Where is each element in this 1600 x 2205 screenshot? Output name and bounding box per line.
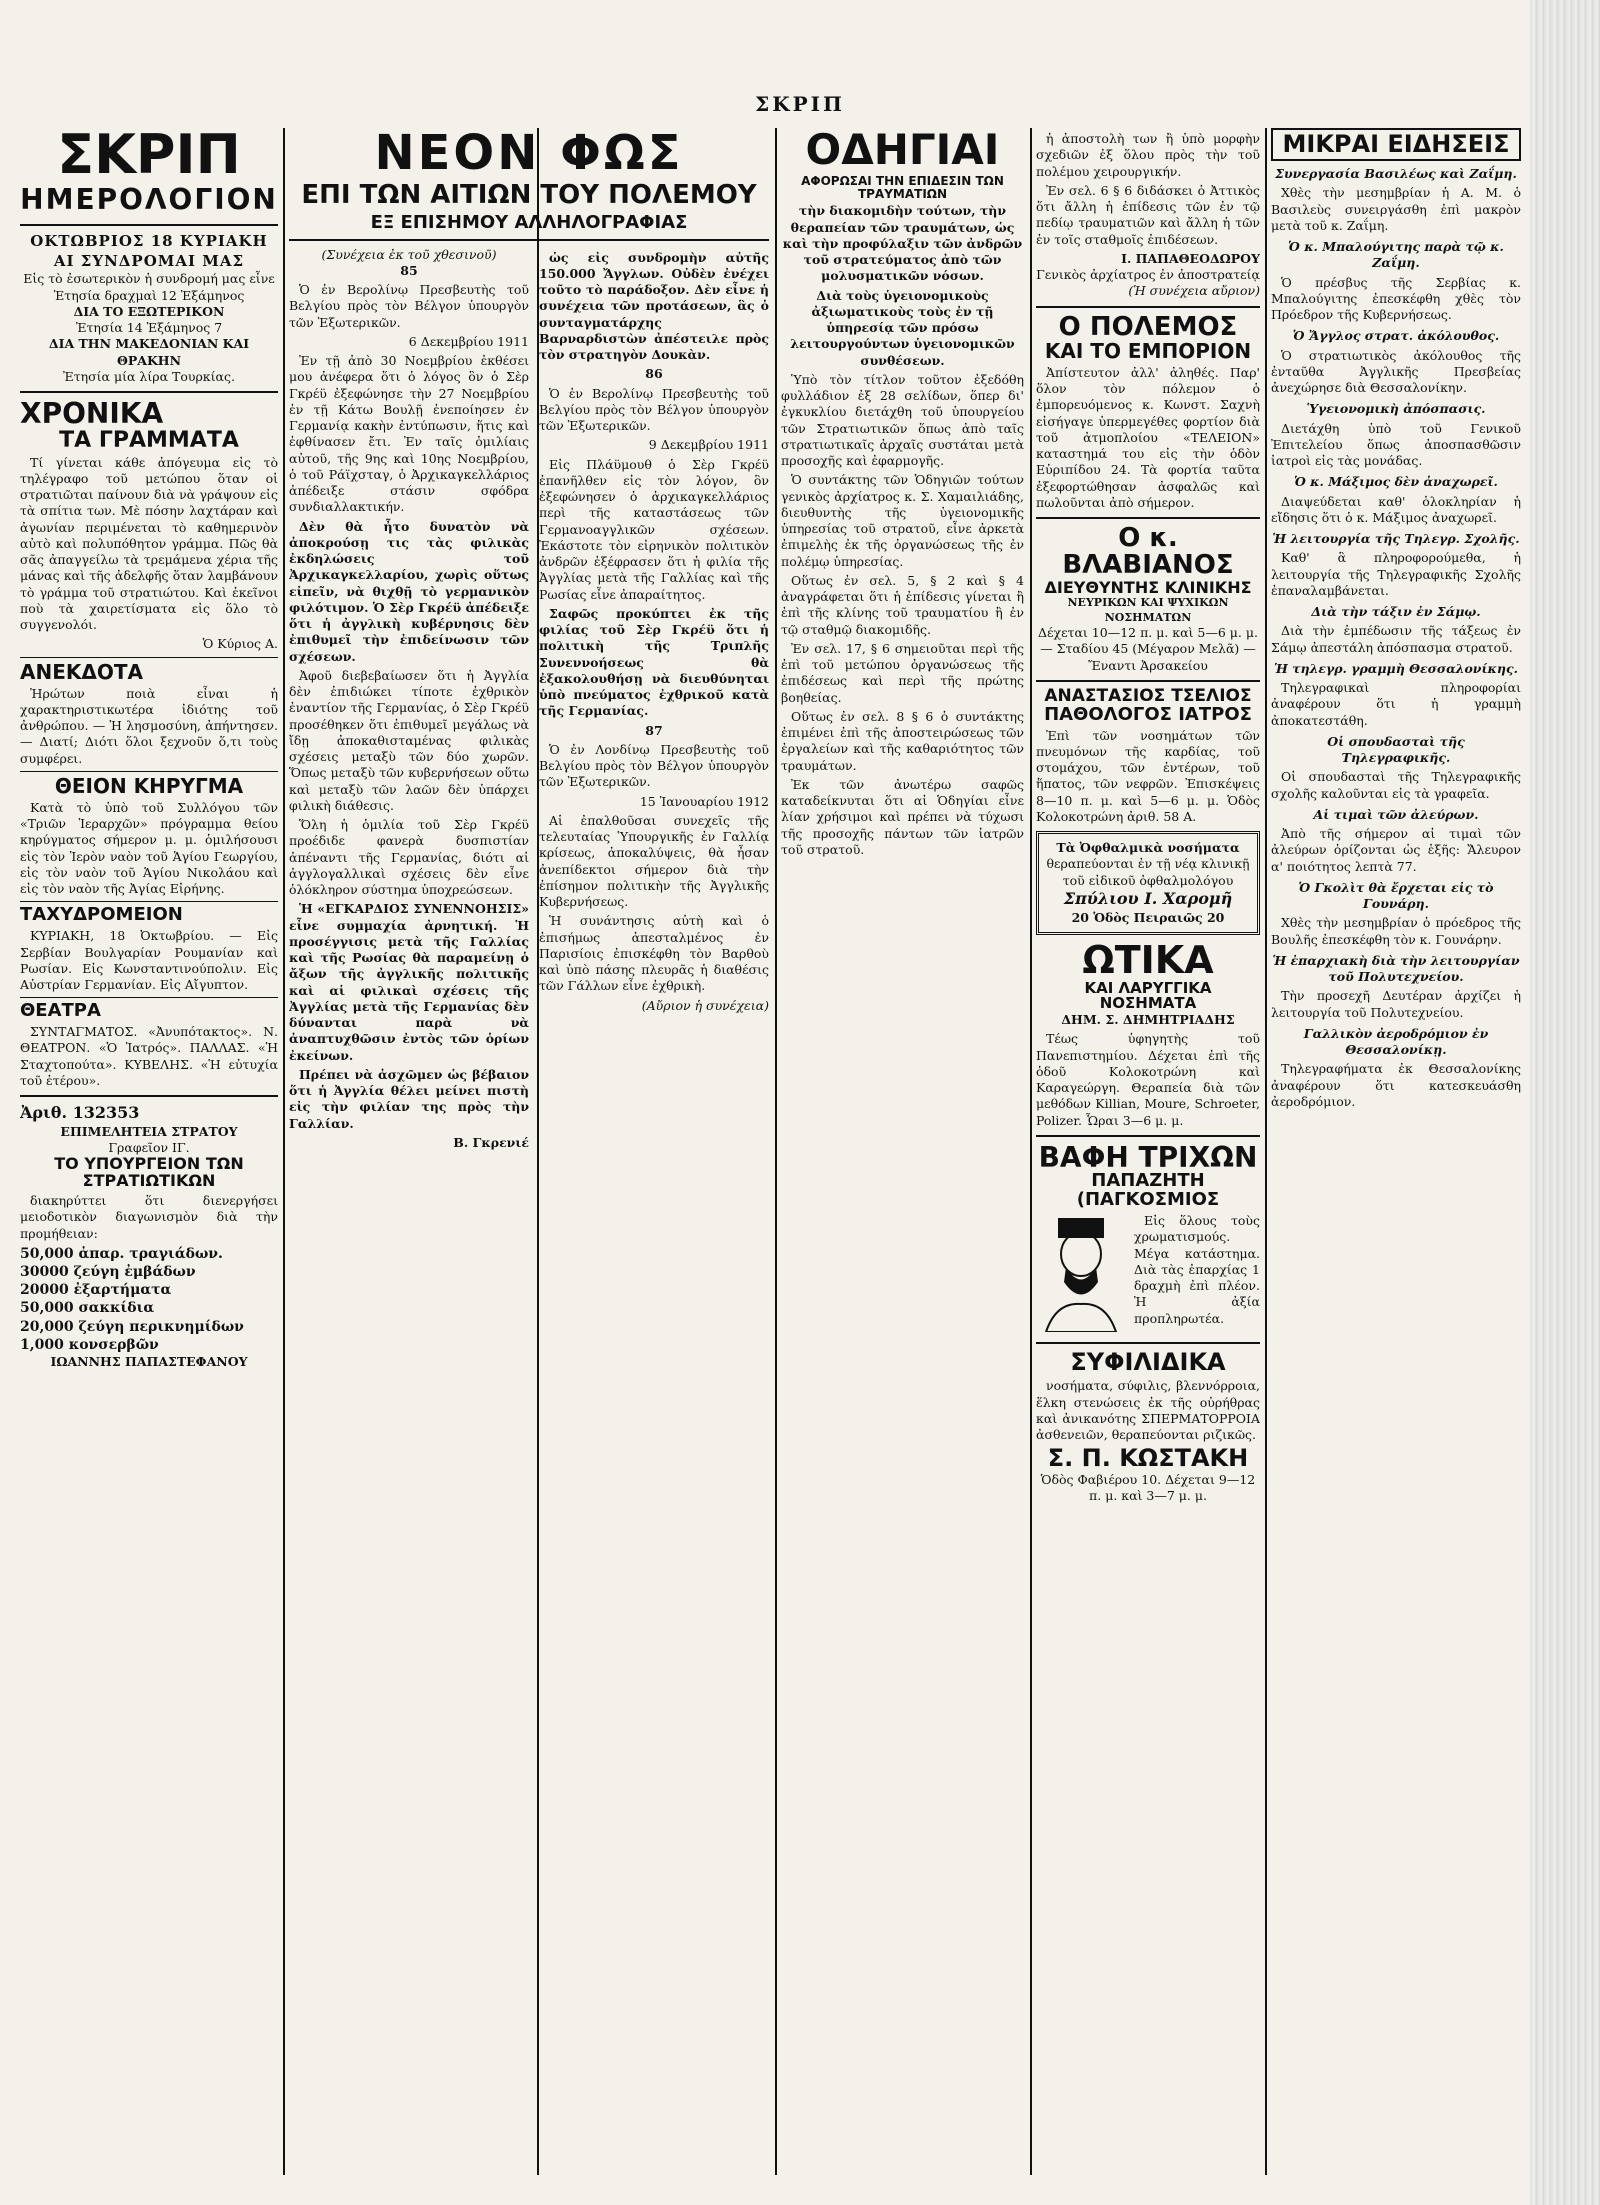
article-paragraph: Ὅλη ἡ ὁμιλία τοῦ Σὲρ Γκρέϋ προέδιδε φανερὰ δυσπιστίαν ἀπέναντι τῆς Γερμανίας, διότι αἱ ἀγγλογαλλικαὶ σχέσεις δὲν εἶνε ὁλόκληρον σύστημα ὑποχρεώσεων. [289,817,529,898]
news-item [1271,880,1521,948]
ad-name: Σπύλιου Ι. Χαρομῆ [1063,888,1233,908]
article-heading: ΘΕΑΤΡΑ [20,1000,101,1022]
document-date: 9 Δεκεμβρίου 1911 [648,437,769,453]
section-heading: ΜΙΚΡΑΙ ΕΙΔΗΣΕΙΣ [1271,128,1521,161]
article-heading: ΑΝΕΚΔΟΤΑ [20,659,143,684]
article-body: ΣΥΝΤΑΓΜΑΤΟΣ. «Ἀνυπότακτος». Ν. ΘΕΑΤΡΟΝ. «Ὁ Ἰατρός». ΠΑΛΛΑΣ. «Ἡ Σταχτοπούτα». ΚΥΒΕΛΗΣ. «Ἡ εὐτυχία τοῦ ἐτέρου». [20,1024,278,1088]
ad-name: ΔΗΜ. Σ. ΔΗΜΗΤΡΙΑΔΗΣ [1061,1012,1235,1028]
ad-role: ΔΙΕΥΘΥΝΤΗΣ ΚΛΙΝΙΚΗΣ [1044,577,1252,597]
article-paragraph: Ὑπὸ τὸν τίτλον τοῦτον ἐξεδόθη φυλλάδιον ἐξ 28 σελίδων, ὅπερ δι' ἐγκυκλίου διετάχθη τοῦ ὑπουργείου τῶν Στρατιωτικῶν ὅπως ἀπὸ ταῖς στρατιωτικαῖς ἀρχαῖς συστάται μετὰ προσοχῆς καὶ ἐφαρμογῆς. [781,371,1024,469]
article-body: ΚΥΡΙΑΚΗ, 18 Ὀκτωβρίου. — Εἰς Σερβίαν Βουλγαρίαν Ρουμανίαν καὶ Ρωσίαν. Εἰς Κωνσταντινούπολιν. Εἰς Αὐστρίαν Γερμανίαν. Εἰς Αἴγυπτον. [20,928,278,993]
portrait-illustration [1036,1212,1126,1332]
notice-item: 50,000 ἀπαρ. τραγιάδων. [20,1245,223,1262]
news-item [1271,474,1521,526]
article-paragraph: Ἡ «ΕΓΚΑΡΔΙΟΣ ΣΥΝΕΝΝΟΗΣΙΣ» εἶνε συμμαχία ἀρνητική. Ἡ προσέγγισις μετὰ τῆς Γαλλίας καὶ τῆς Ρωσίας θὰ παραμείνῃ ὁ ἄξων τῆς ἀγγλικῆς πολιτικῆς καὶ αἱ φιλικαὶ σχέσεις τῆς Ἀγγλίας μετὰ τῆς Γερμανίας δὲν δύνανται παρὰ νὰ ἀναπτυχθῶσιν ἐντὸς τῶν ὁρίων ἐκείνων. [289,901,529,1063]
article-paragraph: Εἰς Πλάϋμουθ ὁ Σὲρ Γκρέϋ ἐπανῆλθεν εἰς τὸν λόγον, ὃν ἐξεφώνησεν ὁ ἀρχικαγκελλάριος περὶ τῆς καταστάσεως τῶν Γερμανοαγγλικῶν σχέσεων. Ἐκάστοτε τὸν εἰρηνικὸν πολιτικὸν ἀνδρῶν ἐξέφρασεν ὅτι ἡ φιλία τῆς Ἀγγλίας μετὰ τῆς Γαλλίας καὶ τῆς Ρωσίας εἶνε ἀπαραίτητος. [539,456,769,602]
main-kicker: ΕΞ ΕΠΙΣΗΜΟΥ ΑΛΛΗΛΟΓΡΑΦΙΑΣ [370,211,688,233]
ad-name: ΠΑΠΑΖΗΤΗ (ΠΑΓΚΟΣΜΙΟΣ [1076,1170,1220,1211]
subscription-line: Εἰς τὸ ἐσωτερικὸν ἡ συνδρομή μας εἶνε [23,271,275,287]
news-item-text: Τὴν προσεχῆ Δευτέραν ἀρχίζει ἡ λειτουργία τοῦ Πολυτεχνείου. [1271,988,1521,1020]
subscription-line: Ἐτησία 14 Ἑξάμηνος 7 [75,320,223,336]
article-heading: ΤΑΧΥΔΡΟΜΕΙΟΝ [20,904,183,926]
news-item-text: Χθὲς τὴν μεσημβρίαν ἡ Α. Μ. ὁ Βασιλεὺς συνειργάσθη ἐπὶ μακρὸν μετὰ τοῦ κ. Ζαΐμη. [1271,185,1521,233]
news-item [1271,661,1521,729]
ad-address: 20 Ὁδὸς Πειραιῶς 20 [1071,909,1225,925]
masthead: ΣΚΡΙΠ [755,92,845,116]
column-rule [775,128,777,2175]
article-paragraph: Σαφῶς προκύπτει ἐκ τῆς φιλίας τοῦ Σὲρ Γκρέϋ ὅτι ἡ πολιτικὴ τῆς Τριπλῆς Συνεννοήσεως θὰ ἐξακολουθήσῃ νὰ διευθύνηται ὑπὸ πνεύματος ἐχθρικοῦ κατὰ τῆς Γερμανίας. [539,605,769,719]
news-item [1271,239,1521,323]
notice-signer: ΙΩΑΝΝΗΣ ΠΑΠΑΣΤΕΦΑΝΟΥ [50,1353,248,1369]
notice-item: 20,000 ζεύγη περικνημίδων [20,1318,244,1335]
news-item-text: Διὰ τὴν ἐμπέδωσιν τῆς τάξεως ἐν Σάμῳ ἀπεστάλη ἀπόσπασμα στρατοῦ. [1271,623,1521,655]
article-paragraph: Δὲν θὰ ἦτο δυνατὸν νὰ ἀποκρούσῃ τις τὰς φιλικὰς ἐκδηλώσεις τοῦ Ἀρχικαγκελλαρίου, χωρὶς οὕτως εἰπεῖν, νὰ θιχθῇ τὸ γερμανικὸν φιλότιμον. Ὁ Σὲρ Γκρέϋ ἀπέδειξε ὅτι ἡ ἀγγλικὴ κυβέρνησις δὲν ἐπιθυμεῖ τὴν ἐπιδείνωσιν τῶν σχέσεων. [289,518,529,664]
news-item [1271,531,1521,599]
article-paragraph: Ἐν τῇ ἀπὸ 30 Νοεμβρίου ἐκθέσει μου ἀνέφερα ὅτι ὁ λόγος ὃν ὁ Σὲρ Γκρέϋ ἐξεφώνησε τὴν 27 Νοεμβρίου ἐν τῇ Κάτω Βουλῇ ἐνεποίησεν ἐν Γερμανίᾳ κακὴν ἐντύπωσιν, ἥτις καὶ ἐφθίνασεν ἔτι. Ἐν ταῖς ὁμιλίαις αὐτοῦ, τῆς 9ης καὶ 10ης Νοεμβρίου, ὁ τοῦ Ράϊχσταγ, ὁ Ἀρχικαγκελλάριος ἀπέδειξε στάσιν σφόδρα συνδιαλλακτικήν. [289,353,529,515]
main-headline: ΝΕΟΝ ΦΩΣ [374,128,684,181]
ad-name: Ο κ. ΒΛΑΒΙΑΝΟΣ [1062,523,1234,581]
main-subheadline: ΕΠΙ ΤΩΝ ΑΙΤΙΩΝ ΤΟΥ ΠΟΛΕΜΟΥ [301,180,757,211]
article-paragraph: Ἀπίστευτον ἀλλ' ἀληθές. Παρ' ὅλον τὸν πόλεμον ὁ ἐμπορευόμενος κ. Κωνστ. Σαχνὴ εἰσήγαγε ὑπερμεγέθες φορτίον διὰ τοῦ ἀτμοπλοίου «ΤΕΛΕΙΟΝ» καταστημά του εἰς τὴν ὁδὸν Εὐριπίδου 24. Τὰ φορτία ταῦτα ἐξεφορτώθησαν ἀσφαλῶς καὶ πωλοῦνται ἀπὸ σήμερον. [1036,364,1260,510]
news-item-heading: Ὑγειονομικὴ ἀπόσπασις. [1306,401,1486,417]
article-paragraph: Ὁ συντάκτης τῶν Ὁδηγιῶν τούτων γενικὸς ἀρχίατρος κ. Σ. Χαμαιλιάδης, διευθυντὴς τῆς ὑγειονομικῆς ὑπηρεσίας τοῦ στρατοῦ, εἶνε ἀρκετὰ ἐπιμελὴς ἐκ τῆς ὀργανώσεως τῆς ἐν πολέμῳ ὑπηρεσίας. [781,472,1024,569]
continuation-note: (Αὔριον ἡ συνέχεια) [641,997,769,1013]
column-5 [1036,128,1260,2185]
news-item-heading: Συνεργασία Βασιλέως καὶ Ζαΐμη. [1275,166,1517,182]
document-number: 85 [400,262,418,278]
article-column-left [289,247,529,1152]
notice-body: διακηρύττει ὅτι διενεργήσει μειοδοτικὸν διαγωνισμὸν διὰ τὴν προμήθειαν: [20,1193,278,1241]
notice-title: ΤΟ ΥΠΟΥΡΓΕΙΟΝ ΤΩΝ ΣΤΡΑΤΙΩΤΙΚΩΝ [54,1154,244,1191]
ad-text: Τέως ὑφηγητὴς τοῦ Πανεπιστημίου. Δέχεται ἐπὶ τῆς ὁδοῦ Κολοκοτρώνη καὶ Καραγεώργη. Θεραπεία διὰ τῶν μεθόδων Killian, Moure, Schroeter, Polizer. Ὧραι 3—6 μ. μ. [1036,1031,1260,1128]
continuation-note: (Ἡ συνέχεια αὔριον) [1128,283,1260,299]
article-paragraph: Ἐν σελ. 6 § 6 διδάσκει ὁ Ἀττικὸς ὅτι ἄλλη ἡ ἐπίδεσις τῶν ἐν τῷ πεδίῳ τραυματιῶν καὶ ἄλλη ἡ τῶν ἐν τοῖς σταθμοῖς ἐπιδέσεων. [1036,182,1260,247]
ad-name: ΑΝΑΣΤΑΣΙΟΣ ΤΣΕΛΙΟΣ [1044,685,1252,706]
news-item-heading: Αἱ τιμαὶ τῶν ἀλεύρων. [1313,806,1479,822]
subscription-line: Ἐτησία μία λίρα Τουρκίας. [63,368,235,384]
column-1 [20,128,278,2185]
article-signature: Ὁ Κύριος Α. [202,636,278,652]
news-item [1271,953,1521,1021]
news-item-text: Διετάχθη ὑπὸ τοῦ Γενικοῦ Ἐπιτελείου ὅπως ἀποσπασθῶσιν ἰατροὶ εἰς τὰς μονάδας. [1271,420,1521,469]
article-paragraph: Ἡ συνάντησις αὐτὴ καὶ ὁ ἐπισήμως ἀπεσταλμένος ἐν Παρισίοις ἐπισκέφθη τὸν Βαρθοὺ καὶ ὑπὸ πάσης πλευρᾶς ἡ διαθέσις τῶν Γάλλων εἶνε ἐχθρικὴ. [539,913,769,994]
continuation-note: (Συνέχεια ἐκ τοῦ χθεσινοῦ) [321,246,497,262]
news-item-heading: Ἡ ἐπαρχιακὴ διὰ τὴν λειτουργίαν τοῦ Πολυτεχνείου. [1272,952,1520,985]
notice-item: 30000 ζεύγη ἐμβάδων [20,1263,196,1280]
news-item-heading: Ἡ λειτουργία τῆς Τηλεγρ. Σχολῆς. [1272,531,1520,547]
article-subheadline: ΑΦΟΡΩΣΑΙ ΤΗΝ ΕΠΙΔΕΣΙΝ ΤΩΝ ΤΡΑΥΜΑΤΙΩΝ [801,174,1004,201]
news-item-text: Τηλεγραφικαὶ πληροφορίαι ἀναφέρουν ὅτι ἡ γραμμὴ ἀποκατεστάθη. [1271,680,1521,728]
article-lead: τὴν διακομιδὴν τούτων, τὴν θεραπείαν τῶν τραυμάτων, ὡς καὶ τὴν προφύλαξιν τῶν ἀνδρῶν τοῦ στρατεύματος ἀπὸ τῶν μολυσματικῶν νόσων. [782,203,1023,284]
column-rule [1265,128,1267,2175]
document-number: 86 [645,366,663,382]
news-item [1271,328,1521,396]
article-headline: Ο ΠΟΛΕΜΟΣ [1058,311,1238,342]
news-item-heading: Διὰ τὴν τάξιν ἐν Σάμῳ. [1311,604,1481,620]
date-line: ΟΚΤΩΒΡΙΟΣ 18 ΚΥΡΙΑΚΗ [30,232,268,251]
article-paragraph: Ὁ ἐν Λονδίνῳ Πρεσβευτὴς τοῦ Βελγίου πρὸς τὸν Βέλγον ὑπουργὸν τῶν Ἐξωτερικῶν. [539,741,769,790]
article-paragraph: Ὁ ἐν Βερολίνῳ Πρεσβευτὴς τοῦ Βελγίου πρὸς τὸν Βέλγον ὑπουργὸν τῶν Ἐξωτερικῶν. [539,385,769,434]
news-item-text: Ἀπὸ τῆς σήμερον αἱ τιμαὶ τῶν ἀλεύρων ὁρίζονται ὡς ἑξῆς: Ἄλευρον α' ποιότητος λεπτὰ 77. [1271,826,1521,874]
news-item-heading: Ἡ τηλεγρ. γραμμὴ Θεσσαλονίκης. [1274,660,1518,676]
news-item-text: Ὁ στρατιωτικὸς ἀκόλουθος τῆς ἐνταῦθα Ἀγγλικῆς Πρεσβείας ἀνεχώρησε διὰ Θεσσαλονίκην. [1271,347,1521,396]
notice-number: Ἀριθ. 132353 [20,1103,140,1123]
ad-title: ΩΤΙΚΑ [1082,937,1214,982]
article-columns [289,247,769,1152]
news-item-text: Οἱ σπουδασταὶ τῆς Τηλεγραφικῆς σχολῆς καλοῦνται εἰς τὰ γραφεῖα. [1271,769,1521,801]
article-paragraph: Ὁ ἐν Βερολίνῳ Πρεσβευτὴς τοῦ Βελγίου πρὸς τὸν Βέλγον ὑπουργὸν τῶν Ἐξωτερικῶν. [289,282,529,330]
article-subheadline: ΚΑΙ ΤΟ ΕΜΠΟΡΙΟΝ [1044,338,1252,363]
ad-text: νοσήματα, σύφιλις, βλεννόρροια, ἕλκη στενώσεις ἐκ τῆς οὐρήθρας καὶ ἀνικανότης ΣΠΕΡΜΑΤΟΡΡΟΙΑ ἀσθενειῶν, θεραπεύονται ριζικῶς. [1036,1378,1260,1443]
column-2 [289,128,769,2185]
article-paragraph: Ἀφοῦ διεβεβαίωσεν ὅτι ἡ Ἀγγλία δὲν ἐπιδιώκει τίποτε ἐχθρικὸν ἐναντίον τῆς Γερμανίας, ὁ Σὲρ Γκρέϋ προσέθηκεν ὅτι ἐπιθυμεῖ μεγάλως νὰ ἴδῃ ἀποκαθισταμένας φιλικὰς σχέσεις μεταξὺ τῶν δύο χωρῶν. Ὅπως μεταξὺ τῶν κυβερνήσεων οὕτω καὶ μεταξὺ τῶν λαῶν δὲν ὑπάρχει φιλικὴ διάθεσις. [289,667,529,813]
news-item-heading: Γαλλικὸν ἀεροδρόμιον ἐν Θεσσαλονίκῃ. [1303,1025,1489,1058]
article-paragraph: Ἐν σελ. 17, § 6 σημειοῦται περὶ τῆς ἐπὶ τοῦ μετώπου ὀργανώσεως τῆς ἐπιδέσεως καὶ περὶ τῆς πρώτης βοηθείας. [781,640,1024,705]
shoulders-outline [1046,1304,1116,1332]
document-number: 87 [645,722,663,738]
ad-text: Ἐπὶ τῶν νοσημάτων τῶν πνευμόνων τῆς καρδίας, τοῦ στομάχου, τῶν ἐντέρων, τοῦ ἥπατος, τῶν νεφρῶν. Ἐπισκέψεις 8—10 π. μ. καὶ 5—6 μ. μ. Ὁδὸς Κολοκοτρώνη ἀριθ. 58 Α. [1036,727,1260,824]
ad-title: Τὰ Ὀφθαλμικὰ νοσήματα [1056,840,1240,856]
article-paragraph: Οὕτως ἐν σελ. 8 § 6 ὁ συντάκτης ἐπιμένει ἐπὶ τῆς ἀποστειρώσεως τῶν ἐργαλείων καὶ τῆς καθαριότητος τῶν τραυμάτων. [781,708,1024,773]
article-headline: ΟΔΗΓΙΑΙ [805,128,1000,174]
column-6 [1271,128,1521,2185]
news-item-text: Τηλεγραφήματα ἐκ Θεσσαλονίκης ἀναφέρουν ὅτι κατεσκευάσθη ἀεροδρόμιον. [1271,1061,1521,1109]
news-item-text: Διαψεύδεται καθ' ὁλοκληρίαν ἡ εἴδησις ὅτι ὁ κ. Μάξιμος ἀναχωρεῖ. [1271,493,1521,525]
news-item-text: Καθ' ἃ πληροφορούμεθα, ἡ λειτουργία τῆς Τηλεγραφικῆς Σχολῆς ἐπαναλαμβάνεται. [1271,550,1521,598]
news-item-heading: Ὁ κ. Μπαλούγιτης παρὰ τῷ κ. Ζαΐμη. [1288,239,1504,271]
ad-address: Ὁδὸς Φαβιέρου 10. Δέχεται 9—12 π. μ. καὶ 3—7 μ. μ. [1040,1471,1256,1503]
ad-subtitle: ΚΑΙ ΛΑΡΥΓΓΙΚΑ ΝΟΣΗΜΑΤΑ [1084,978,1212,1013]
article-paragraph: Οὕτως ἐν σελ. 5, § 2 καὶ § 4 ἀναγράφεται ὅτι ἡ ἐπίδεσις γίνεται ἢ ἐπὶ τῆς κλίνης τοῦ τραυματίου ἢ ἐν τῷ σταθμῷ διακομιδῆς. [781,572,1024,637]
subscription-line: ΔΙΑ ΤΗΝ ΜΑΚΕΔΟΝΙΑΝ ΚΑΙ ΘΡΑΚΗΝ [48,336,250,368]
article-heading: ΤΑ ΓΡΑΜΜΑΤΑ [59,427,239,453]
ad-text: θεραπεύονται ἐν τῇ νέᾳ κλινικῇ τοῦ εἰδικοῦ ὀφθαλμολόγου [1046,856,1250,888]
news-item-text: Χθὲς τὴν μεσημβρίαν ὁ πρόεδρος τῆς Βουλῆς ἐπεσκέφθη τὸν κ. Γουνάρην. [1271,915,1521,947]
notice-heading: ΕΠΙΜΕΛΗΤΕΙΑ ΣΤΡΑΤΟΥ [60,1123,238,1139]
notice-item: 1,000 κονσερβῶν [20,1336,159,1353]
article-paragraph: ἡ ἀποστολὴ των ἢ ὑπὸ μορφὴν σχεδιῶν ἐξ ὅλου πρὸς τὴν τοῦ πολέμου χειρουργικήν. [1036,131,1260,179]
news-item [1271,166,1521,234]
section-heading: ΧΡΟΝΙΚΑ [20,397,164,431]
news-item [1271,807,1521,875]
almanac-subtitle: ΗΜΕΡΟΛΟΓΙΟΝ [20,183,278,216]
news-item [1271,401,1521,469]
page-edge-stain [1530,0,1600,2205]
ad-specialty: ΝΕΥΡΙΚΩΝ ΚΑΙ ΨΥΧΙΚΩΝ ΝΟΣΗΜΑΤΩΝ [1067,596,1229,624]
news-item [1271,604,1521,656]
news-item-heading: Ὁ κ. Μάξιμος δὲν ἀναχωρεῖ. [1294,474,1498,490]
eye-clinic-ad [1036,831,1260,935]
news-item-heading: Ὁ Ἄγγλος στρατ. ἀκόλουθος. [1292,328,1500,344]
article-body: Ἠρώτων ποιὰ εἶναι ἡ χαρακτηριστικωτέρα ἰδιότης τοῦ ἀνθρώπου. — Ἡ λησμοσύνη, ἀπήντησεν. — Διατί; Διότι ὅλοι ξεχνοῦν ὅ,τι τοὺς συμφέρει. [20,685,278,766]
news-item-heading: Οἱ σπουδασταὶ τῆς Τηλεγραφικῆς. [1327,733,1465,766]
document-date: 15 Ἰανουαρίου 1912 [639,793,769,809]
ad-text: Εἰς ὅλους τοὺς χρωματισμούς. Μέγα κατάστημα. Διὰ τὰς ἐπαρχίας 1 δραχμὴ ἐπὶ πλέον. Ἡ ἀξία προπληρωτέα. [1134,1213,1260,1326]
news-item-heading: Ὁ Γκολὶτ θὰ ἔρχεται εἰς τὸ Γουνάρη. [1298,879,1494,912]
subscriptions-heading: ΑΙ ΣΥΝΔΡΟΜΑΙ ΜΑΣ [53,251,245,270]
column-rule [283,128,285,2175]
article-body: Κατὰ τὸ ὑπὸ τοῦ Συλλόγου τῶν «Τριῶν Ἱεραρχῶν» πρόγραμμα θείου κηρύγματος σήμερον μ. μ. ὁμιλήσουσι εἰς τὸν Ἱερὸν ναὸν τοῦ Ἁγίου Γεωργίου, εἰς τὸν ναὸν τοῦ Ἁγίου Νικολάου καὶ εἰς τὸν ναὸν τῆς Ἀγίας Εἰρήνης. [20,799,278,897]
article-paragraph: Πρέπει νὰ ἀσχῶμεν ὡς βέβαιον ὅτι ἡ Ἀγγλία θέλει μείνει πιστὴ εἰς τὴν φιλίαν της πρὸς τὴν Γαλλίαν. [289,1066,529,1131]
ad-address: Δέχεται 10—12 π. μ. καὶ 5—6 μ. μ. — Σταδίου 45 (Μέγαρον Μελᾶ) — Ἔναντι Ἀρσακείου [1038,625,1258,673]
ad-title: ΒΑΦΗ ΤΡΙΧΩΝ [1038,1140,1258,1174]
news-list [1271,166,1521,1110]
almanac-title: ΣΚΡΙΠ [57,128,241,186]
column-4 [781,128,1024,2185]
news-item-text: Ὁ πρέσβυς τῆς Σερβίας κ. Μπαλούγιτης ἐπεσκέφθη χθὲς τὸν Πρόεδρον τῆς Κυβερνήσεως. [1271,274,1521,323]
news-item [1271,734,1521,802]
fez-hat [1058,1218,1104,1238]
article-signature: Ι. ΠΑΠΑΘΕΟΔΩΡΟΥ [1121,250,1260,266]
ad-title: ΣΥΦΙΛΙΔΙΚΑ [1070,1348,1226,1377]
article-paragraph: Αἱ ἐπαλθοῦσαι συνεχεῖς τῆς τελευταίας Ὑπουργικῆς ἐν Γαλλίᾳ κρίσεως, ἀποκαλύψεις, θὰ ἦσαν ἀνεπίδεκτοι σήμερον διὰ τὴν ἐπίσημον πολιτικὴν τῆς Ἀγγλικῆς Κυβερνήσεως. [539,812,769,910]
article-column-right [539,247,769,1152]
article-signature: Β. Γκρενιέ [453,1134,529,1150]
document-date: 6 Δεκεμβρίου 1911 [408,333,529,349]
signature-role: Γενικὸς ἀρχίατρος ἐν ἀποστρατείᾳ [1036,267,1260,282]
notice-item: 50,000 σακκίδια [20,1300,155,1317]
subscriptions-list [20,271,278,385]
ad-role: ΠΑΘΟΛΟΓΟΣ ΙΑΤΡΟΣ [1044,703,1252,725]
article-heading: ΘΕΙΟΝ ΚΗΡΥΓΜΑ [54,773,244,798]
article-lead: Διὰ τοὺς ὑγειονομικοὺς ἀξιωματικοὺς τοὺς ἐν τῇ ὑπηρεσίᾳ τῶν πρόσω λειτουργούντων ὑγειονομικῶν συνθέσεων. [790,287,1015,368]
news-item [1271,1026,1521,1110]
ad-name: Σ. Π. ΚΩΣΤΑΚΗ [1047,1444,1249,1473]
notice-item: 20000 ἐξαρτήματα [20,1282,172,1299]
article-paragraph: ὡς εἰς συνδρομὴν αὐτῆς 150.000 Ἄγγλων. Οὐδὲν ἐνέχει τοῦτο τὸ παράδοξον. Δὲν εἶνε ἡ συνέχεια τῶν προτάσεων, ἃς ὁ συνταγματάρχης Βαρναρδιστὼν ἀπέστειλε πρὸς τὸν στρατηγὸν Δουκὰν. [539,249,769,363]
subscription-line: ΔΙΑ ΤΟ ΕΞΩΤΕΡΙΚΟΝ [73,303,225,319]
article-body: Τί γίνεται κάθε ἀπόγευμα εἰς τὸ τηλέγραφο τοῦ μετώπου ὅταν οἱ στρατιῶται παίνουν διὰ νὰ γράψουν εἰς τὰ σπίτια των. Μὲ πόσην λαχτάραν καὶ ἀγωνίαν περιμένεται τὸ καθημερινὸν αὐτὸ καὶ πολυπόθητον γράμμα. Πῶς θὰ σᾶς ἀπαγγείλω τὰ τρεμάμενα χέρια τῆς μάνας καὶ τῆς ἀδελφῆς ὅταν λαμβάνουν τὸ γράμμα τοῦ στρατιώτου. Καὶ ἐκεῖνοι ποὺ τὰ χαιρετίσματα εἰς ὅλο τὸ συγγενολόι. [20,454,278,633]
notice-subheading: Γραφεῖον ΙΓ. [108,1140,190,1156]
article-paragraph: Ἐκ τῶν ἀνωτέρω σαφῶς καταδείκνυται ὅτι αἱ Ὁδηγίαι εἶνε λίαν χρήσιμοι καὶ πρέπει νὰ τύχωσι τῆς προσοχῆς πάντων τῶν ἰατρῶν τοῦ στρατοῦ. [781,776,1024,857]
column-rule [1030,128,1032,2175]
subscription-line: Ἐτησία δραχμαὶ 12 Ἑξάμηνος [53,287,245,303]
